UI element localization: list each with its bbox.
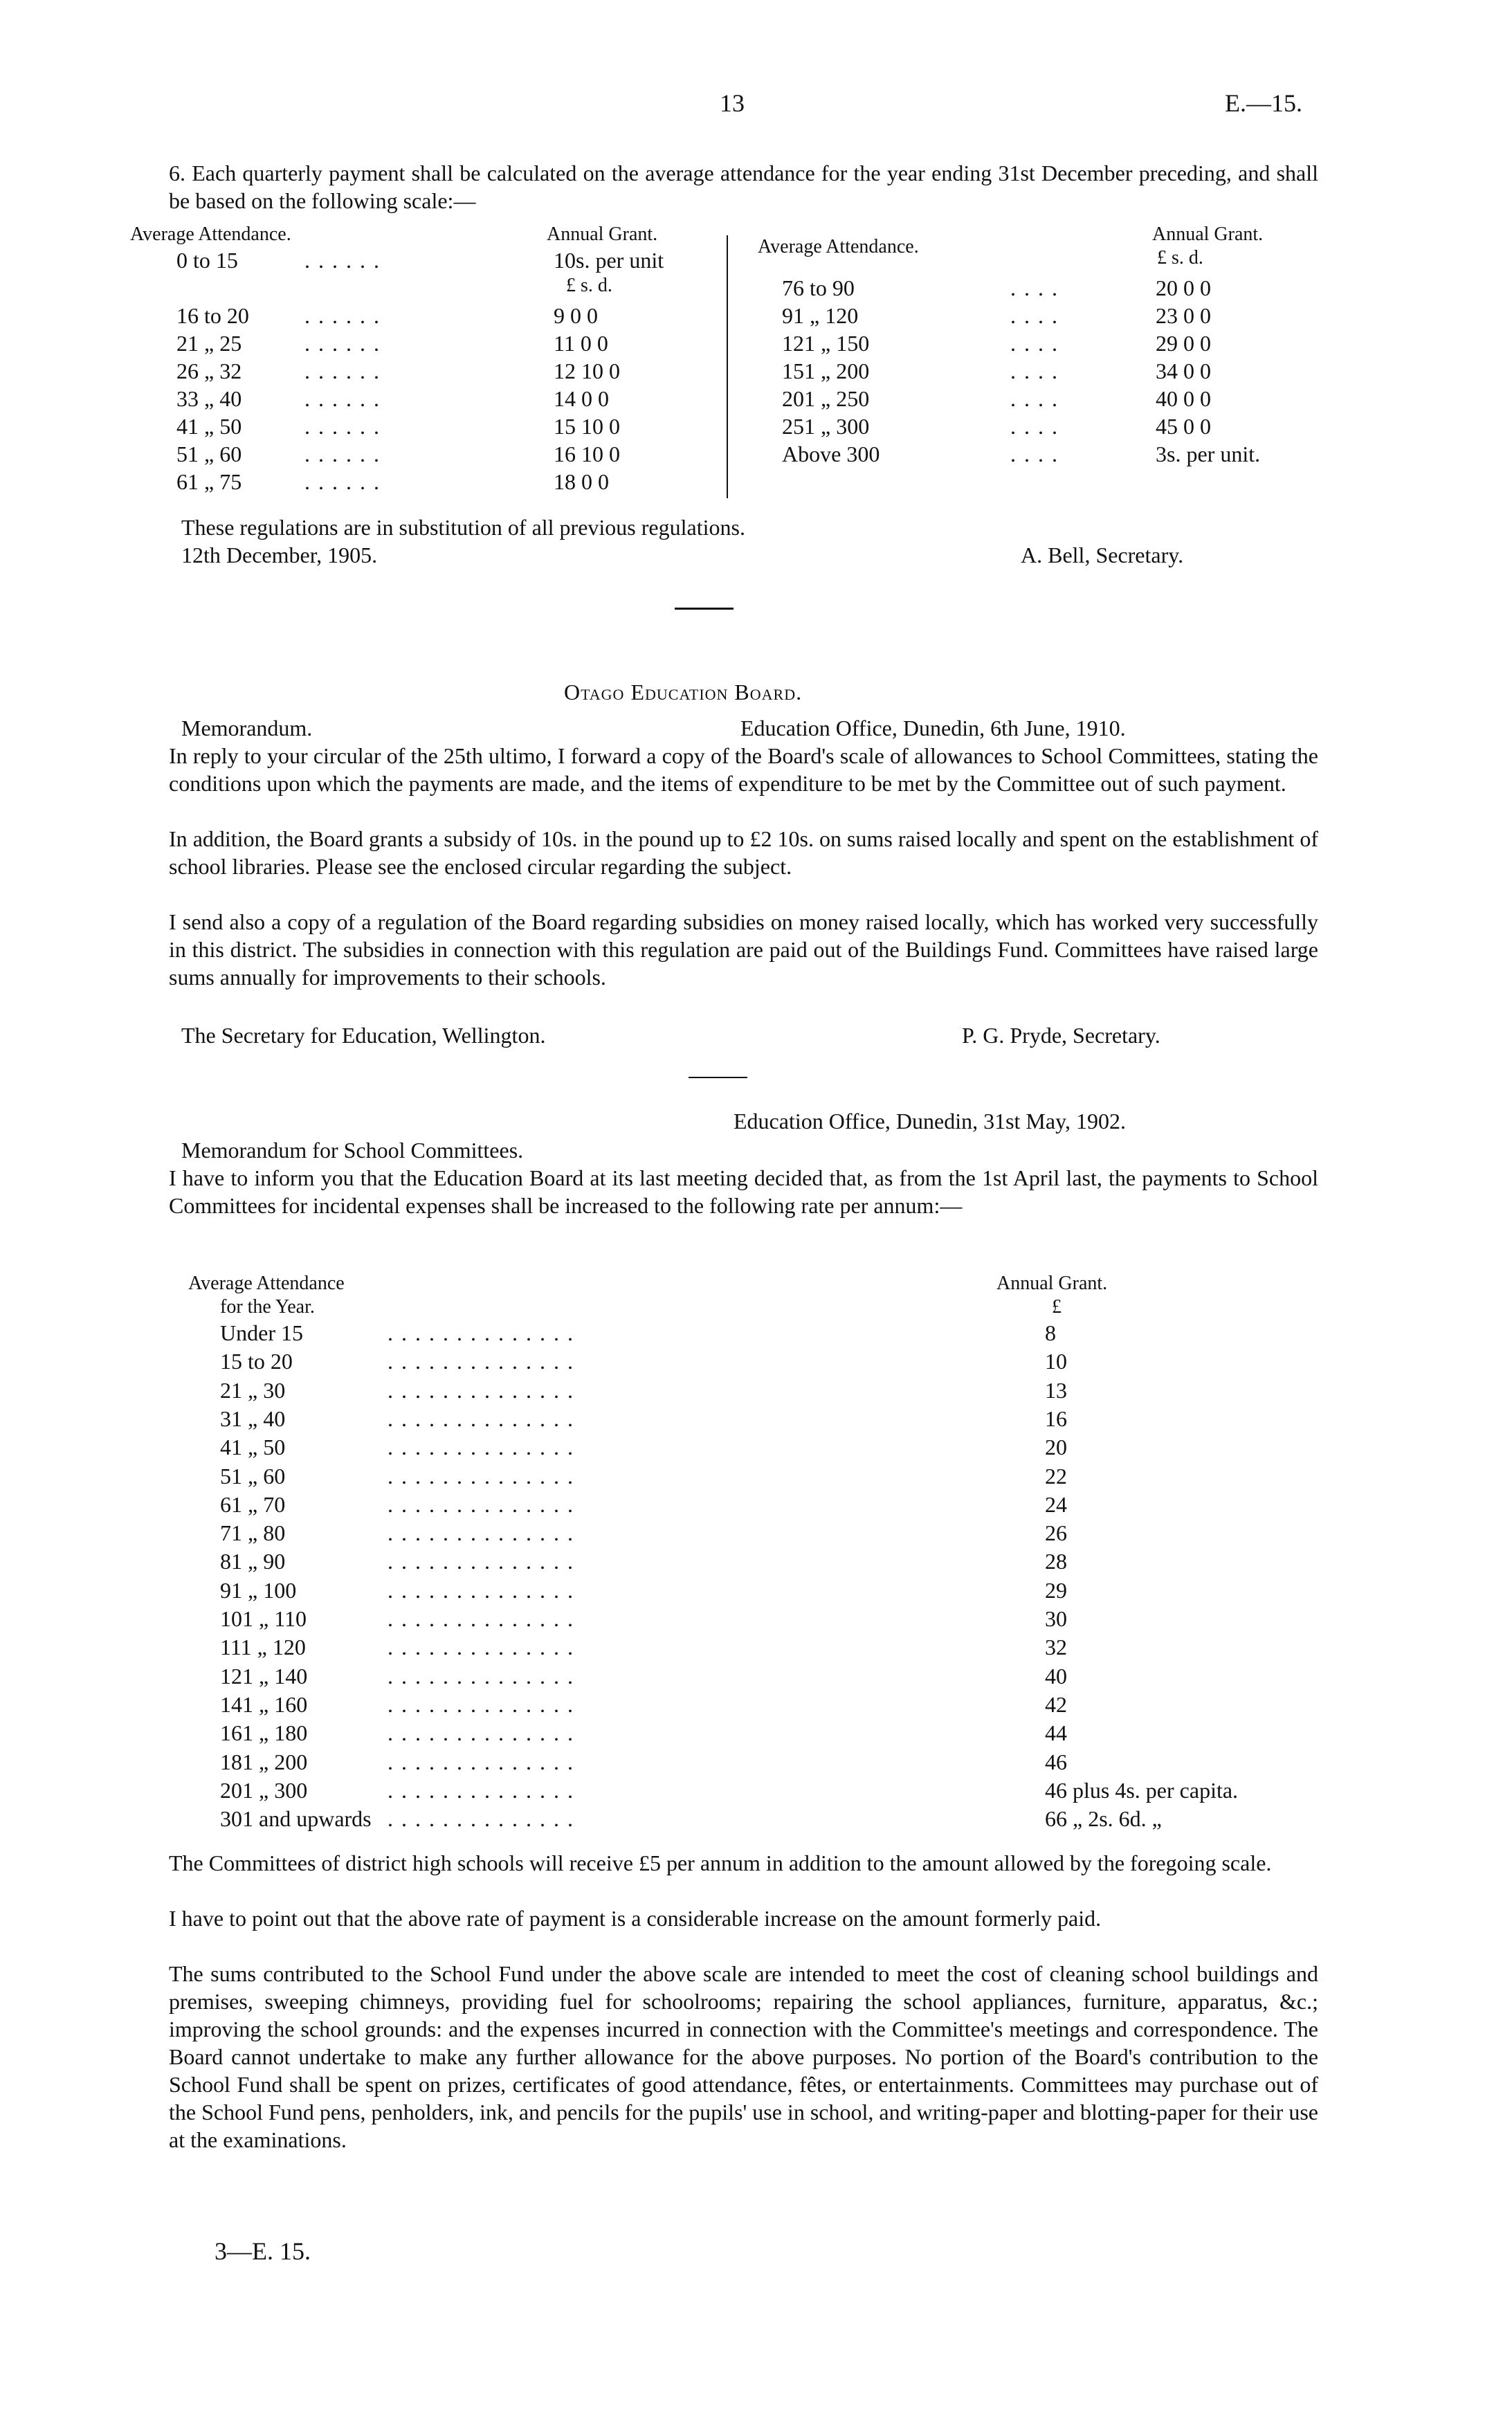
left-row-attendance: 51 „ 60 [176, 442, 242, 466]
leader-dots: . . . . [1010, 275, 1059, 300]
rate-row-grant: 29 [1045, 1577, 1067, 1603]
rate-row-grant: 24 [1045, 1491, 1067, 1517]
right-row-grant: 3s. per unit. [1156, 442, 1261, 466]
leader-dots: . . . . . . . . . . . . . . [388, 1749, 574, 1774]
leader-dots: . . . . . . [304, 386, 381, 411]
signature-mark: 3—E. 15. [215, 2237, 311, 2265]
rate-row-grant: 40 [1045, 1663, 1067, 1689]
leader-dots: . . . . . . . . . . . . . . [388, 1806, 574, 1832]
rate-row [0, 1319, 1512, 1347]
right-row-grant: 40 0 0 [1156, 386, 1211, 411]
rate-row-grant: 20 [1045, 1435, 1067, 1460]
rate-row-grant: 13 [1045, 1377, 1067, 1403]
leader-dots: . . . . . . . . . . . . . . [388, 1777, 574, 1803]
leader-dots: . . . . . . . . . . . . . . [388, 1577, 574, 1603]
rate-row [0, 1433, 1512, 1462]
regulations-date: 12th December, 1905. [181, 543, 378, 567]
right-row-grant: 20 0 0 [1156, 275, 1211, 300]
leader-dots: . . . . [1010, 442, 1059, 466]
leader-dots: . . . . . . [304, 442, 381, 466]
leader-dots: . . . . [1010, 358, 1059, 383]
rate-row [0, 1748, 1512, 1776]
rate-row-attendance: 21 „ 30 [220, 1377, 286, 1403]
left-head-grant: Annual Grant. [547, 224, 658, 245]
rate-row-attendance: 61 „ 70 [220, 1491, 286, 1517]
rate-row-attendance: Under 15 [220, 1320, 303, 1345]
rate-row [0, 1376, 1512, 1405]
rate-row-attendance: 71 „ 80 [220, 1520, 286, 1546]
right-scale-row [0, 385, 1512, 413]
right-scale-row [0, 302, 1512, 330]
leader-dots: . . . . [1010, 303, 1059, 328]
leader-dots: . . . . . . . . . . . . . . [388, 1520, 574, 1546]
leader-dots: . . . . . . [304, 414, 381, 439]
left-row-grant: 10s. per unit [554, 248, 664, 273]
left-row-grant: 12 10 0 [554, 358, 620, 383]
rate-row-attendance: 31 „ 40 [220, 1405, 286, 1431]
leader-dots: . . . . . . . . . . . . . . [388, 1691, 574, 1717]
leader-dots: . . . . . . . . . . . . . . [388, 1549, 574, 1574]
left-row-attendance: 33 „ 40 [176, 386, 242, 411]
right-row-attendance: 151 „ 200 [782, 358, 870, 383]
office-date-1902: Education Office, Dunedin, 31st May, 1902. [734, 1109, 1126, 1134]
rate-row-attendance: 161 „ 180 [220, 1720, 308, 1746]
rate-row-grant: 22 [1045, 1463, 1067, 1489]
rate-row-attendance: 141 „ 160 [220, 1691, 308, 1717]
right-row-grant: 34 0 0 [1156, 358, 1211, 383]
left-scale-row [0, 246, 727, 275]
memo-paragraph-1: In reply to your circular of the 25th ultimo, I forward a copy of the Board's scale of allowances to School Committees, stating the conditions upon which the payments are made, and the items of expenditure to be met by the Committee out of such payment. [169, 743, 1318, 796]
right-row-attendance: 201 „ 250 [782, 386, 870, 411]
rate-row-grant: 26 [1045, 1520, 1067, 1546]
rate-row [0, 1462, 1512, 1491]
rate-row-grant: 44 [1045, 1720, 1067, 1746]
document-reference: E.—15. [1225, 89, 1302, 117]
leader-dots: . . . . . . [304, 331, 381, 356]
memo-committees-label: Memorandum for School Committees. [181, 1138, 524, 1163]
regulations-signature: A. Bell, Secretary. [1021, 543, 1184, 567]
right-row-grant: 29 0 0 [1156, 331, 1211, 356]
left-row-attendance: 21 „ 25 [176, 331, 242, 356]
right-scale-row [0, 357, 1512, 385]
rate-row-grant: 28 [1045, 1549, 1067, 1574]
rate-row [0, 1691, 1512, 1719]
rate-row-attendance: 51 „ 60 [220, 1463, 286, 1489]
rate-row-grant: 30 [1045, 1606, 1067, 1631]
rate-head-grant: Annual Grant. [996, 1273, 1108, 1294]
right-row-grant: 45 0 0 [1156, 414, 1211, 439]
rate-row [0, 1633, 1512, 1662]
rate-row-attendance: 181 „ 200 [220, 1749, 308, 1774]
left-head-attendance: Average Attendance. [130, 224, 291, 245]
left-row-grant: 16 10 0 [554, 442, 620, 466]
left-row-attendance: 16 to 20 [176, 303, 249, 328]
rate-row-attendance: 41 „ 50 [220, 1435, 286, 1460]
leader-dots: . . . . . . . . . . . . . . [388, 1663, 574, 1689]
rate-row-attendance: 81 „ 90 [220, 1549, 286, 1574]
memo-label: Memorandum. [181, 716, 313, 740]
rate-row-grant: 10 [1045, 1349, 1067, 1374]
rate-row-attendance: 111 „ 120 [220, 1635, 306, 1660]
rate-row [0, 1547, 1512, 1576]
rate-row [0, 1605, 1512, 1633]
page-number: 13 [720, 89, 745, 117]
left-row-attendance: 26 „ 32 [176, 358, 242, 383]
right-row-attendance: 121 „ 150 [782, 331, 870, 356]
leader-dots: . . . . . . [304, 358, 381, 383]
leader-dots: . . . . . . [304, 248, 381, 273]
district-high-paragraph: The Committees of district high schools will receive £5 per annum in addition to the amount allowed by the foregoing scale. [169, 1850, 1272, 1875]
leader-dots: . . . . . . [304, 469, 381, 494]
memo-paragraph-2: In addition, the Board grants a subsidy of 10s. in the pound up to £2 10s. on sums raised locally and spent on the establishment of school libraries. Please see the enclosed circular regarding the subject. [169, 826, 1318, 879]
leader-dots: . . . . . . . . . . . . . . [388, 1606, 574, 1631]
right-scale-row [0, 329, 1512, 358]
rate-row [0, 1576, 1512, 1605]
office-date-1910: Education Office, Dunedin, 6th June, 1910. [740, 716, 1126, 740]
leader-dots: . . . . [1010, 386, 1059, 411]
rate-row [0, 1347, 1512, 1376]
section-rule [675, 608, 734, 610]
rate-head-attendance-1: Average Attendance [188, 1273, 345, 1294]
otago-heading: Otago Education Board. [564, 680, 803, 704]
leader-dots: . . . . [1010, 414, 1059, 439]
rate-row-attendance: 101 „ 110 [220, 1606, 307, 1631]
rate-row-attendance: 15 to 20 [220, 1349, 293, 1374]
memo-paragraph-3: I send also a copy of a regulation of the Board regarding subsidies on money raised locally, which has worked very successfully in this district. The subsidies in connection with this regulation are paid out of the Buildings Fund. Committees have raised large sums annually for improvements to their schools. [169, 909, 1318, 990]
rate-row-grant: 16 [1045, 1405, 1067, 1431]
rate-row [0, 1776, 1512, 1805]
rate-row [0, 1719, 1512, 1747]
leader-dots: . . . . . . . . . . . . . . [388, 1320, 574, 1345]
leader-dots: . . . . . . . . . . . . . . [388, 1463, 574, 1489]
right-unit-label: £ s. d. [1157, 247, 1203, 269]
rate-row-grant: 42 [1045, 1691, 1067, 1717]
rate-row [0, 1405, 1512, 1433]
right-scale-row [0, 274, 1512, 302]
leader-dots: . . . . . . . . . . . . . . [388, 1405, 574, 1431]
leader-dots: . . . . [1010, 331, 1059, 356]
left-unit-label: £ s. d. [566, 275, 612, 296]
right-row-attendance: Above 300 [782, 442, 880, 466]
right-row-attendance: 91 „ 120 [782, 303, 859, 328]
leader-dots: . . . . . . . . . . . . . . [388, 1720, 574, 1746]
left-row-attendance: 0 to 15 [176, 248, 238, 273]
rate-head-attendance-2: for the Year. [220, 1296, 315, 1318]
leader-dots: . . . . . . . . . . . . . . [388, 1491, 574, 1517]
section-rule-2 [689, 1077, 747, 1078]
increase-paragraph: I have to point out that the above rate of payment is a considerable increase on the amount formerly paid. [169, 1906, 1102, 1931]
rate-row-attendance: 301 and upwards [220, 1806, 372, 1832]
rate-row [0, 1491, 1512, 1519]
left-row-grant: 18 0 0 [554, 469, 609, 494]
left-row-attendance: 61 „ 75 [176, 469, 242, 494]
rate-row-grant: 46 [1045, 1749, 1067, 1774]
left-row-grant: 9 0 0 [554, 303, 598, 328]
rate-row-attendance: 91 „ 100 [220, 1577, 297, 1603]
rate-row-attendance: 121 „ 140 [220, 1663, 308, 1689]
right-row-attendance: 251 „ 300 [782, 414, 870, 439]
rate-paragraph: I have to inform you that the Education Board at its last meeting decided that, as from the 1st April last, the payments to School Committees for incidental expenses shall be increased to the following rate per annum:— [169, 1165, 1318, 1218]
left-scale-row [0, 468, 727, 496]
right-scale-row [0, 412, 1512, 441]
rate-row-grant: 32 [1045, 1635, 1067, 1660]
leader-dots: . . . . . . . . . . . . . . [388, 1435, 574, 1460]
right-row-grant: 23 0 0 [1156, 303, 1211, 328]
leader-dots: . . . . . . . . . . . . . . [388, 1377, 574, 1403]
rate-row-grant: 66 „ 2s. 6d. „ [1045, 1806, 1162, 1832]
rate-head-unit: £ [1052, 1296, 1062, 1318]
left-row-grant: 15 10 0 [554, 414, 620, 439]
left-row-grant: 14 0 0 [554, 386, 609, 411]
memo-signature: P. G. Pryde, Secretary. [962, 1023, 1160, 1048]
right-row-attendance: 76 to 90 [782, 275, 855, 300]
left-row-grant: 11 0 0 [554, 331, 608, 356]
rate-row [0, 1519, 1512, 1547]
leader-dots: . . . . . . . . . . . . . . [388, 1635, 574, 1660]
rate-row [0, 1662, 1512, 1691]
regulations-note: These regulations are in substitution of all previous regulations. [181, 515, 745, 540]
rate-row [0, 1805, 1512, 1833]
leader-dots: . . . . . . [304, 303, 381, 328]
right-head-attendance: Average Attendance. [758, 236, 919, 257]
memo-addressee: The Secretary for Education, Wellington. [181, 1023, 546, 1048]
rate-row-grant: 8 [1045, 1320, 1056, 1345]
rate-row-grant: 46 plus 4s. per capita. [1045, 1777, 1239, 1803]
left-row-attendance: 41 „ 50 [176, 414, 242, 439]
leader-dots: . . . . . . . . . . . . . . [388, 1349, 574, 1374]
right-head-grant: Annual Grant. [1152, 224, 1264, 245]
rate-row-attendance: 201 „ 300 [220, 1777, 308, 1803]
right-scale-row [0, 440, 1512, 468]
scale-paragraph: 6. Each quarterly payment shall be calculated on the average attendance for the year ending 31st December preceding, and shall be based on the following scale:— [169, 161, 1318, 213]
school-fund-paragraph: The sums contributed to the School Fund under the above scale are intended to meet the cost of cleaning school buildings and premises, sweeping chimneys, providing fuel for schoolrooms; repairing the school appliances, furniture, apparatus, &c.; improving the school grounds: and the expenses incurred in connection with the Committee's meetings and correspondence. The Board cannot undertake to make any further allowance for the above purposes. No portion of the Board's contribution to the School Fund shall be spent on prizes, certificates of good attendance, fêtes, or entertainments. Committees may purchase out of the School Fund pens, penholders, ink, and pencils for the pupils' use in school, and writing-paper and blotting-paper for their use at the examinations. [169, 1961, 1318, 2152]
